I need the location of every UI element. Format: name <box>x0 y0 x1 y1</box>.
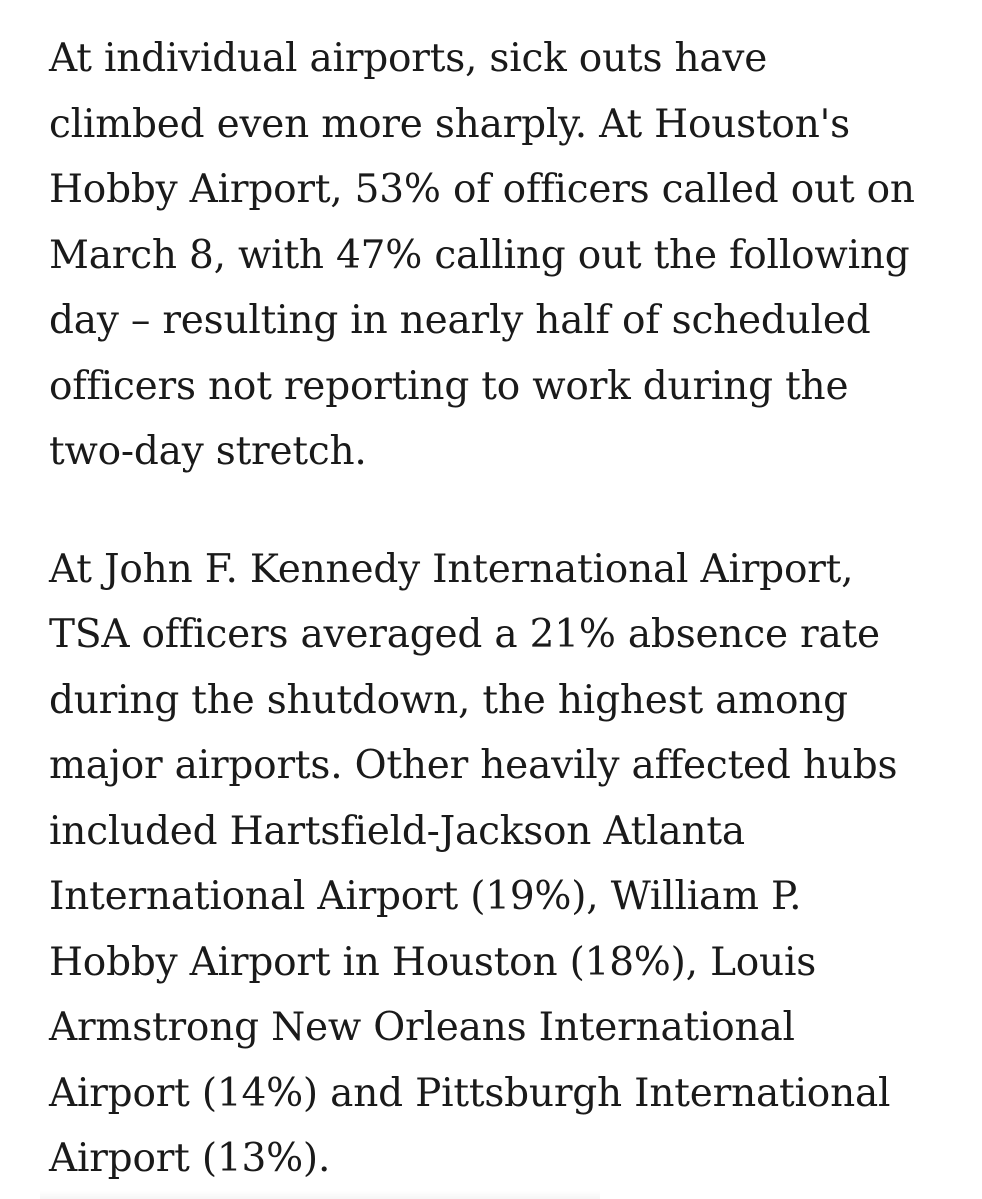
paragraph-line: At John F. Kennedy International Airport, <box>49 546 854 592</box>
paragraph-line: Hobby Airport, 53% of officers called out on <box>49 167 915 212</box>
paragraph-line: At individual airports, sick outs have <box>49 36 768 81</box>
paragraph-line: during the shutdown, the highest among <box>49 677 848 723</box>
paragraph-sick-outs <box>49 26 949 485</box>
paragraph-line: Armstrong New Orleans International <box>49 1005 795 1050</box>
paragraph-line: officers not reporting to work during the <box>49 363 849 409</box>
paragraph-line: major airports. Other heavily affected hubs <box>49 743 898 788</box>
paragraph-line: Hobby Airport in Houston (18%), Louis <box>49 939 817 985</box>
paragraph-line: climbed even more sharply. At Houston's <box>49 101 850 147</box>
paragraph-line: two-day stretch. <box>49 429 367 474</box>
paragraph-line: TSA officers averaged a 21% absence rate <box>49 612 880 657</box>
paragraph-line: Airport (13%). <box>49 1136 331 1181</box>
paragraph-line: International Airport (19%), William P. <box>49 874 802 919</box>
article-body <box>49 26 949 1192</box>
paragraph-line: day – resulting in nearly half of scheduled <box>49 298 871 343</box>
paragraph-line: March 8, with 47% calling out the following <box>49 232 910 278</box>
paragraph-line: included Hartsfield-Jackson Atlanta <box>49 808 745 854</box>
paragraph-airport-absence-rates <box>49 537 949 1192</box>
bottom-edge-divider <box>40 1191 600 1199</box>
paragraph-line: Airport (14%) and Pittsburgh International <box>49 1070 891 1116</box>
